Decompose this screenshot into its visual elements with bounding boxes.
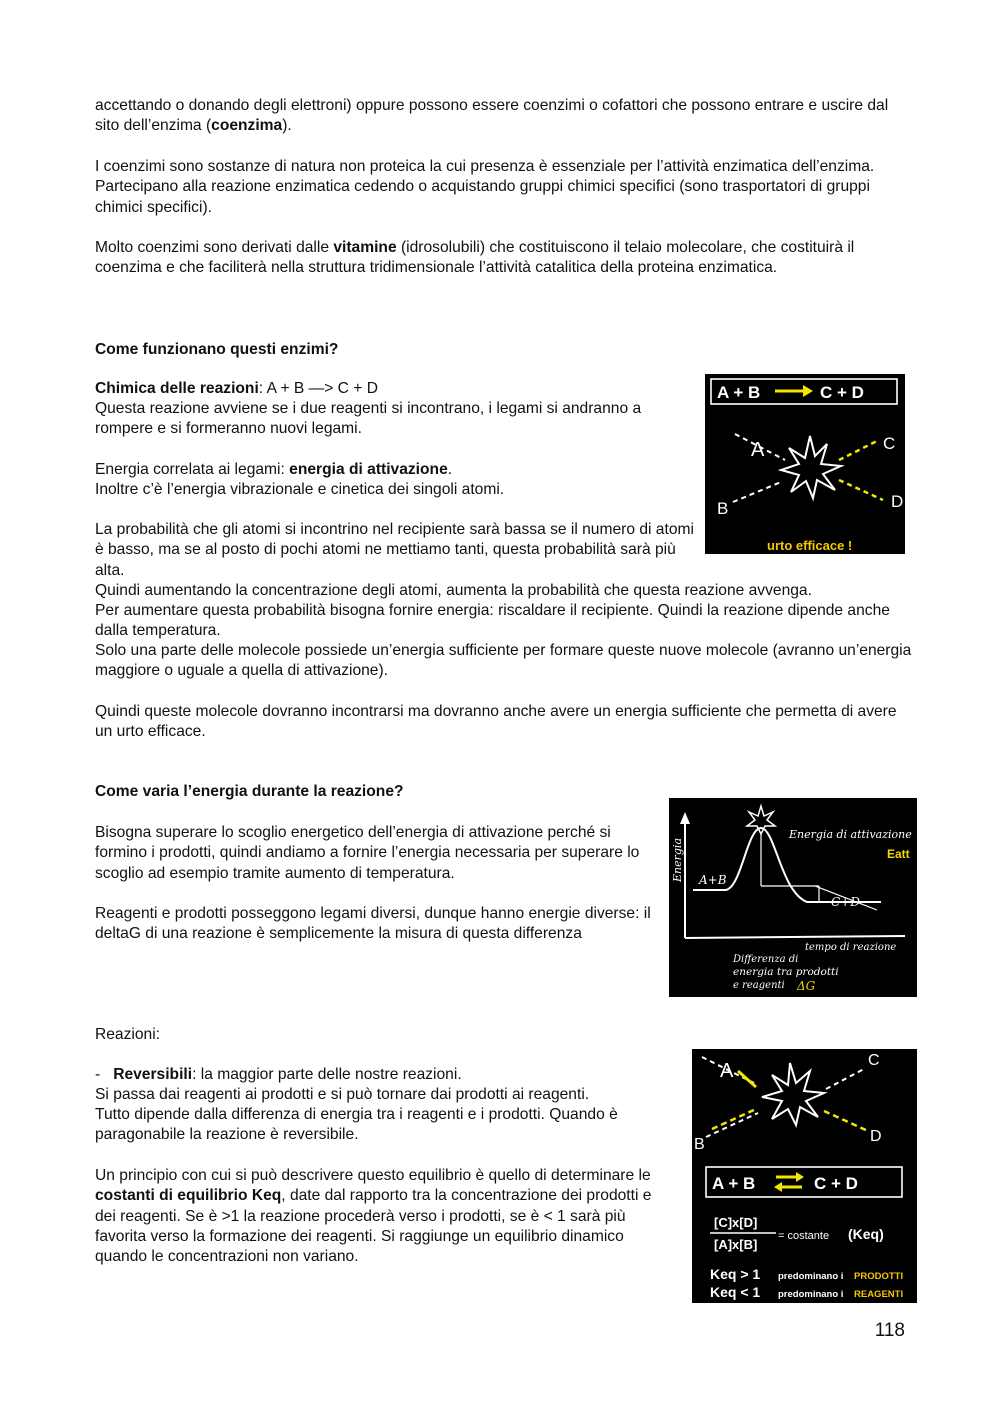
activation-label: Energia di attivazione	[789, 828, 912, 841]
term-chimica: Chimica delle reazioni	[95, 380, 259, 397]
reversible-line-3: Tutto dipende dalla differenza di energia tra i reagenti e i prodotti. Quando è paragonabile la reazione è reversibile.	[95, 1106, 618, 1144]
probability-paragraph: La probabilità che gli atomi si incontrino nel recipiente sarà bassa se il numero di atomi è basso, ma se al posto di pochi atomi ne mettiamo tanti, questa probabilità sarà più alta.	[95, 521, 694, 579]
probability-paragraph-2: Quindi aumentando la concentrazione degli atomi, aumenta la probabilità che questa reazione avvenga.	[95, 582, 812, 599]
keq-label: (Keq)	[848, 1226, 884, 1242]
text-run: .	[447, 461, 453, 478]
eq-arrow-head	[803, 385, 813, 397]
difference-label-1: Differenza di	[733, 954, 799, 965]
equilibrium-burst	[762, 1063, 824, 1125]
bullet-dash: -	[95, 1066, 101, 1083]
heading-text: Come varia l’energia durante la reazione?	[95, 783, 404, 800]
atom-c: C	[868, 1052, 880, 1069]
products-label: C+D	[831, 895, 860, 909]
term-keq: costanti di equilibrio Keq	[95, 1187, 282, 1205]
difference-label-2: energia tra prodotti	[733, 966, 839, 978]
intro-paragraph-1	[95, 96, 915, 137]
eq-right: C + D	[820, 383, 864, 402]
section-heading-enzimi	[95, 340, 915, 360]
energy-profile-figure	[669, 798, 917, 997]
term-reversibili: Reversibili	[113, 1066, 193, 1083]
text-run: : la maggior parte delle nostre reazioni.	[192, 1066, 462, 1083]
atom-c: C	[883, 434, 896, 453]
path-b-return	[712, 1109, 756, 1129]
eq-left: A + B	[717, 383, 761, 402]
keq-numerator: [C]x[D]	[714, 1215, 758, 1230]
energy-line	[95, 460, 695, 480]
atom-b: B	[694, 1136, 705, 1153]
page-number: 118	[874, 1320, 905, 1341]
probability-paragraph-4: Solo una parte delle molecole possiede un’energia sufficiente per formare queste nuove molecole (avranno un’energia maggiore o uguale a quella di attivazione).	[95, 642, 912, 680]
collision-burst	[781, 436, 841, 498]
path-b	[706, 1113, 758, 1137]
deltag-paragraph: Reagenti e prodotti posseggono legami diversi, dunque hanno energie diverse: il deltaG di una reazione è semplicemente la misura di questa differenza	[95, 905, 651, 943]
keq-paragraph	[95, 1166, 655, 1267]
eq-right: C + D	[814, 1174, 858, 1193]
term-vitamine: vitamine	[333, 239, 397, 256]
keq-denominator: [A]x[B]	[714, 1237, 758, 1252]
atom-a: A	[720, 1060, 734, 1082]
keq-less: Keq < 1	[710, 1284, 761, 1300]
chem-line	[95, 379, 695, 399]
energy-line-2: Inoltre c’è l’energia vibrazionale e cinetica dei singoli atomi.	[95, 481, 505, 498]
reactions-heading: Reazioni:	[95, 1026, 161, 1043]
keq-less-word: REAGENTI	[854, 1289, 904, 1300]
text-run: Energia correlata ai legami:	[95, 461, 290, 478]
text-run: Molto coenzimi sono derivati dalle	[95, 239, 334, 256]
atom-a: A	[751, 439, 765, 461]
y-axis-arrow	[680, 812, 690, 824]
equilibrium-figure	[692, 1049, 917, 1303]
reverse-arrow-head	[774, 1182, 782, 1192]
probability-paragraph-5: Quindi queste molecole dovranno incontrarsi ma dovranno anche avere un energia sufficiente che permetta di avere un urto efficace.	[95, 703, 897, 741]
intro-paragraph-3	[95, 238, 915, 279]
reversible-line-2: Si passa dai reagenti ai prodotti e si può tornare dai prodotti ai reagenti.	[95, 1086, 590, 1103]
deltag-label: ΔG	[797, 979, 816, 993]
probability-paragraph-3: Per aumentare questa probabilità bisogna fornire energia: riscaldare il recipiente. Quindi la reazione dipende anche dalla temperatura.	[95, 602, 890, 640]
heading-text: Come funzionano questi enzimi?	[95, 341, 339, 358]
keq-less-text: predominano i	[778, 1289, 844, 1300]
keq-greater-word: PRODOTTI	[854, 1271, 904, 1282]
path-d	[839, 480, 883, 500]
atom-b: B	[717, 499, 729, 518]
keq-greater-text: predominano i	[778, 1271, 844, 1282]
reversible-line	[95, 1065, 685, 1085]
term-coenzima: coenzima	[211, 117, 283, 135]
equilibrium-diagram	[692, 1049, 917, 1303]
text-run: : A + B —> C + D	[258, 380, 378, 397]
y-axis-label: Energia	[671, 838, 684, 882]
activation-paragraph: Bisogna superare lo scoglio energetico dell’energia di attivazione perché si formino i prodotti, quindi andiamo a fornire l’energia necessaria per superare lo scoglio ad esempio tramite aumento di temperatura.	[95, 824, 640, 882]
path-d	[824, 1111, 868, 1131]
eatt-label: Eatt	[887, 847, 910, 861]
reactants-label: A+B	[699, 873, 727, 887]
collision-caption: urto efficace !	[767, 538, 853, 553]
x-axis	[685, 936, 905, 938]
difference-label-3: e reagenti	[733, 980, 785, 991]
text-run: ).	[282, 117, 292, 135]
collision-diagram	[705, 374, 905, 554]
intro-paragraph-2: I coenzimi sono sostanze di natura non proteica la cui presenza è essenziale per l’attività enzimatica dell’enzima. Partecipano alla reazione enzimatica cedendo o acquistando gruppi chimici specifici (sono trasportatori di gruppi chimici specifici).	[95, 158, 875, 216]
path-c	[839, 440, 879, 460]
text-run: accettando o donando degli elettroni) oppure possono essere coenzimi o cofattori che possono entrare e uscire dal sito dell’enzima (	[95, 97, 889, 135]
chem-paragraph: Questa reazione avviene se i due reagenti si incontrano, i legami si andranno a rompere e si formeranno nuovi legami.	[95, 400, 642, 438]
text-run: Un principio con cui si può descrivere questo equilibrio è quello di determinare le	[95, 1167, 651, 1184]
term-energia-attivazione: energia di attivazione	[289, 461, 448, 478]
text-run: (idrosolubili) che costituiscono il telaio molecolare, che costituirà il coenzima e che faciliterà nella struttura tridimensionale l’attività catalitica della proteina enzimatica.	[95, 239, 855, 277]
keq-greater: Keq > 1	[710, 1266, 761, 1282]
eq-left: A + B	[712, 1174, 756, 1193]
path-b	[733, 482, 781, 502]
text-run: , date dal rapporto tra la concentrazione dei prodotti e dei reagenti. Se è >1 la reazione procederà verso i prodotti, se è < 1 sarà più favorita verso la formazione dei reagenti. Si raggiunge un equilibrio dinamico quando le concentrazioni non variano.	[95, 1187, 652, 1266]
forward-arrow-head	[796, 1172, 804, 1182]
path-c	[826, 1069, 864, 1089]
transition-burst	[747, 806, 775, 834]
energy-profile-diagram	[669, 798, 917, 997]
atom-d: D	[891, 492, 904, 511]
collision-figure	[705, 374, 905, 554]
atom-d: D	[870, 1128, 882, 1145]
equals-text: = costante	[778, 1230, 830, 1242]
path-a-return	[738, 1071, 756, 1087]
x-axis-label: tempo di reazione	[805, 942, 897, 953]
